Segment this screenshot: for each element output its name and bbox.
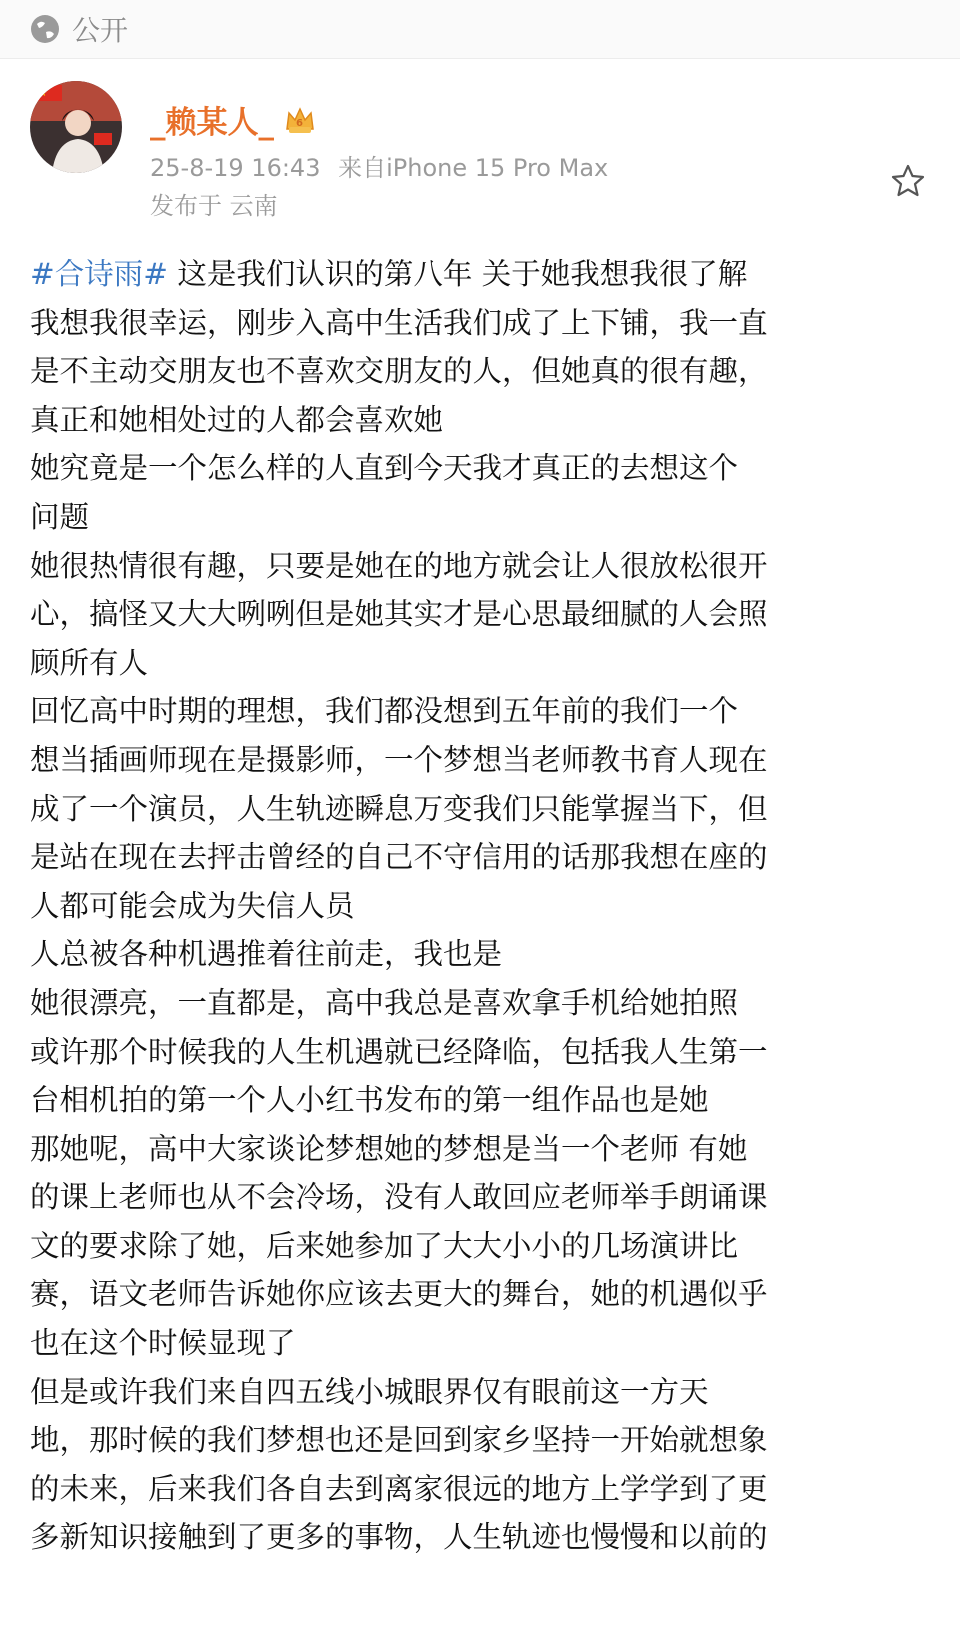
content-line: 心，搞怪又大大咧咧但是她其实才是心思最细腻的人会照	[30, 597, 768, 632]
content-line: 我想我很幸运，刚步入高中生活我们成了上下铺，我一直	[30, 305, 768, 340]
content-line: 她究竟是一个怎么样的人直到今天我才真正的去想这个	[30, 451, 739, 486]
author-name[interactable]: _赖某人_	[150, 105, 274, 141]
avatar-photo	[30, 81, 122, 173]
content-line: 顾所有人	[30, 645, 149, 680]
author-row	[150, 97, 316, 142]
avatar[interactable]	[30, 81, 122, 173]
content-line: 她很热情很有趣，只要是她在的地方就会让人很放松很开	[30, 548, 768, 583]
content-line: 她很漂亮，一直都是，高中我总是喜欢拿手机给她拍照	[30, 985, 739, 1020]
timestamp: 25-8-19 16:43	[150, 154, 321, 182]
content-line: 的课上老师也从不会冷场，没有人敢回应老师举手朗诵课	[30, 1180, 768, 1215]
star-icon[interactable]	[890, 163, 926, 199]
content-line: 是不主动交朋友也不喜欢交朋友的人，但她真的很有趣，	[30, 354, 768, 389]
content-line: 多新知识接触到了更多的事物，人生轨迹也慢慢和以前的	[30, 1520, 768, 1555]
location: 发布于 云南	[150, 192, 278, 220]
content-line: 问题	[30, 499, 90, 534]
svg-text:6: 6	[296, 117, 303, 129]
visibility-bar	[0, 0, 960, 59]
content-line: 赛，语文老师告诉她你应该去更大的舞台，她的机遇似乎	[30, 1277, 768, 1312]
content-line: 真正和她相处过的人都会喜欢她	[30, 402, 444, 437]
content-line: 回忆高中时期的理想，我们都没想到五年前的我们一个	[30, 694, 739, 729]
content-line: 人总被各种机遇推着往前走，我也是	[30, 937, 503, 972]
content-line: 台相机拍的第一个人小红书发布的第一组作品也是她	[30, 1083, 709, 1118]
crown-icon[interactable]	[284, 105, 316, 135]
content-line: 也在这个时候显现了	[30, 1326, 296, 1361]
content-line: 想当插画师现在是摄影师，一个梦想当老师教书育人现在	[30, 742, 768, 777]
content-line: 人都可能会成为失信人员	[30, 888, 355, 923]
post-meta	[150, 148, 608, 183]
post-header	[0, 59, 960, 219]
globe-icon	[28, 12, 62, 46]
svg-text:★: ★	[39, 89, 48, 99]
content-line: 成了一个演员，人生轨迹瞬息万变我们只能掌握当下，但	[30, 791, 768, 826]
content-line: 文的要求除了她，后来她参加了大大小小的几场演讲比	[30, 1228, 739, 1263]
source: 来自iPhone 15 Pro Max	[338, 154, 609, 182]
content-line	[30, 250, 930, 299]
content-line: 但是或许我们来自四五线小城眼界仅有眼前这一方天	[30, 1374, 709, 1409]
content-line: 是站在现在去抨击曾经的自己不守信用的话那我想在座的	[30, 840, 768, 875]
post-content	[30, 250, 930, 1562]
content-line: 那她呢，高中大家谈论梦想她的梦想是当一个老师 有她	[30, 1131, 748, 1166]
content-line: 地，那时候的我们梦想也还是回到家乡坚持一开始就想象	[30, 1423, 768, 1458]
content-text: 这是我们认识的第八年 关于她我想我很了解	[167, 257, 748, 291]
visibility-label: 公开	[72, 14, 129, 47]
content-line: 的未来，后来我们各自去到离家很远的地方上学学到了更	[30, 1471, 768, 1506]
content-line: 或许那个时候我的人生机遇就已经降临，包括我人生第一	[30, 1034, 768, 1069]
hashtag-link[interactable]: #合诗雨#	[30, 257, 168, 291]
